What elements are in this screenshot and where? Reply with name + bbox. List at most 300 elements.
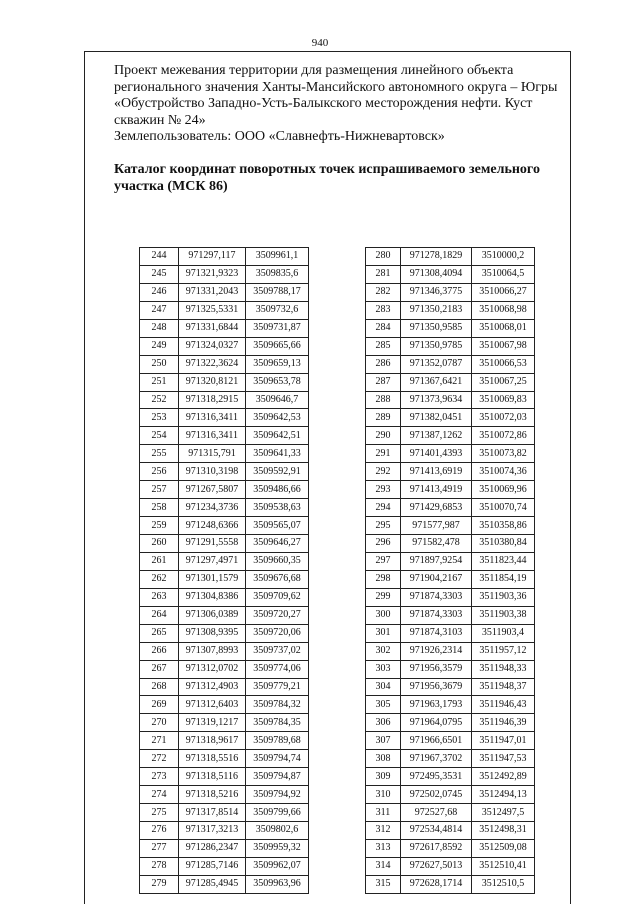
- table-row: [140, 678, 309, 696]
- x-coordinate-cell: 971310,3198: [179, 463, 246, 481]
- y-coordinate-cell: 3510358,86: [472, 517, 535, 535]
- table-row: [366, 714, 535, 732]
- y-coordinate-cell: 3509961,1: [246, 248, 309, 266]
- x-coordinate-cell: 971316,3411: [179, 409, 246, 427]
- y-coordinate-cell: 3510380,84: [472, 535, 535, 553]
- table-row: [366, 391, 535, 409]
- x-coordinate-cell: 971967,3702: [401, 750, 472, 768]
- y-coordinate-cell: 3509660,35: [246, 552, 309, 570]
- y-coordinate-cell: 3509835,6: [246, 265, 309, 283]
- table-row: [140, 570, 309, 588]
- land-user-line: Землепользователь: ООО «Славнефть-Нижневартовск»: [114, 129, 445, 144]
- x-coordinate-cell: 972627,5013: [401, 857, 472, 875]
- point-number-cell: 260: [140, 535, 179, 553]
- point-number-cell: 275: [140, 804, 179, 822]
- table-row: [140, 822, 309, 840]
- x-coordinate-cell: 971321,9323: [179, 265, 246, 283]
- x-coordinate-cell: 971278,1829: [401, 248, 472, 266]
- x-coordinate-cell: 971312,4903: [179, 678, 246, 696]
- y-coordinate-cell: 3512497,5: [472, 804, 535, 822]
- y-coordinate-cell: 3510069,96: [472, 481, 535, 499]
- catalog-title-line: Каталог координат поворотных точек испрашиваемого земельного: [114, 162, 540, 177]
- x-coordinate-cell: 971324,0327: [179, 337, 246, 355]
- y-coordinate-cell: 3512509,08: [472, 839, 535, 857]
- table-row: [366, 481, 535, 499]
- table-row: [366, 804, 535, 822]
- table-row: [140, 463, 309, 481]
- point-number-cell: 313: [366, 839, 401, 857]
- x-coordinate-cell: 971315,791: [179, 445, 246, 463]
- table-row: [366, 822, 535, 840]
- y-coordinate-cell: 3510066,27: [472, 283, 535, 301]
- x-coordinate-cell: 971897,9254: [401, 552, 472, 570]
- x-coordinate-cell: 971874,3303: [401, 588, 472, 606]
- x-coordinate-cell: 971306,0389: [179, 606, 246, 624]
- header-line: скважин № 24»: [114, 112, 206, 128]
- x-coordinate-cell: 971331,6844: [179, 319, 246, 337]
- x-coordinate-cell: 971401,4393: [401, 445, 472, 463]
- table-row: [366, 768, 535, 786]
- y-coordinate-cell: 3509962,07: [246, 857, 309, 875]
- table-row: [366, 678, 535, 696]
- table-row: [366, 283, 535, 301]
- y-coordinate-cell: 3511903,36: [472, 588, 535, 606]
- table-row: [140, 606, 309, 624]
- table-row: [140, 696, 309, 714]
- point-number-cell: 298: [366, 570, 401, 588]
- x-coordinate-cell: 971382,0451: [401, 409, 472, 427]
- point-number-cell: 244: [140, 248, 179, 266]
- catalog-title: [114, 161, 554, 195]
- x-coordinate-cell: 971285,7146: [179, 857, 246, 875]
- table-row: [140, 373, 309, 391]
- y-coordinate-cell: 3510074,36: [472, 463, 535, 481]
- y-coordinate-cell: 3510073,82: [472, 445, 535, 463]
- point-number-cell: 308: [366, 750, 401, 768]
- point-number-cell: 272: [140, 750, 179, 768]
- table-row: [366, 373, 535, 391]
- y-coordinate-cell: 3509642,51: [246, 427, 309, 445]
- table-row: [366, 696, 535, 714]
- x-coordinate-cell: 971367,6421: [401, 373, 472, 391]
- point-number-cell: 291: [366, 445, 401, 463]
- point-number-cell: 282: [366, 283, 401, 301]
- point-number-cell: 269: [140, 696, 179, 714]
- header-line: «Обустройство Западно-Усть-Балыкского месторождения нефти. Куст: [114, 96, 533, 111]
- point-number-cell: 300: [366, 606, 401, 624]
- point-number-cell: 309: [366, 768, 401, 786]
- point-number-cell: 263: [140, 588, 179, 606]
- table-row: [140, 337, 309, 355]
- y-coordinate-cell: 3510068,98: [472, 301, 535, 319]
- y-coordinate-cell: 3511946,43: [472, 696, 535, 714]
- x-coordinate-cell: 971331,2043: [179, 283, 246, 301]
- table-row: [140, 857, 309, 875]
- x-coordinate-cell: 971346,3775: [401, 283, 472, 301]
- point-number-cell: 255: [140, 445, 179, 463]
- point-number-cell: 295: [366, 517, 401, 535]
- x-coordinate-cell: 971874,3103: [401, 624, 472, 642]
- y-coordinate-cell: 3512510,5: [472, 875, 535, 893]
- table-row: [140, 588, 309, 606]
- point-number-cell: 253: [140, 409, 179, 427]
- y-coordinate-cell: 3509794,87: [246, 768, 309, 786]
- x-coordinate-cell: 971320,8121: [179, 373, 246, 391]
- y-coordinate-cell: 3511823,44: [472, 552, 535, 570]
- y-coordinate-cell: 3509794,92: [246, 786, 309, 804]
- table-row: [140, 481, 309, 499]
- point-number-cell: 293: [366, 481, 401, 499]
- table-row: [366, 409, 535, 427]
- point-number-cell: 245: [140, 265, 179, 283]
- table-row: [140, 409, 309, 427]
- point-number-cell: 312: [366, 822, 401, 840]
- table-row: [366, 552, 535, 570]
- table-row: [366, 499, 535, 517]
- x-coordinate-cell: 971413,6919: [401, 463, 472, 481]
- x-coordinate-cell: 971352,0787: [401, 355, 472, 373]
- point-number-cell: 277: [140, 839, 179, 857]
- table-row: [366, 606, 535, 624]
- table-row: [140, 786, 309, 804]
- table-row: [140, 517, 309, 535]
- x-coordinate-cell: 971964,0795: [401, 714, 472, 732]
- y-coordinate-cell: 3511948,33: [472, 660, 535, 678]
- y-coordinate-cell: 3509720,06: [246, 624, 309, 642]
- x-coordinate-cell: 971429,6853: [401, 499, 472, 517]
- y-coordinate-cell: 3509641,33: [246, 445, 309, 463]
- table-row: [366, 337, 535, 355]
- x-coordinate-cell: 971926,2314: [401, 642, 472, 660]
- y-coordinate-cell: 3509565,07: [246, 517, 309, 535]
- x-coordinate-cell: 972527,68: [401, 804, 472, 822]
- point-number-cell: 271: [140, 732, 179, 750]
- table-row: [366, 265, 535, 283]
- point-number-cell: 246: [140, 283, 179, 301]
- y-coordinate-cell: 3509642,53: [246, 409, 309, 427]
- y-coordinate-cell: 3509709,62: [246, 588, 309, 606]
- x-coordinate-cell: 971318,5516: [179, 750, 246, 768]
- y-coordinate-cell: 3511947,01: [472, 732, 535, 750]
- point-number-cell: 288: [366, 391, 401, 409]
- point-number-cell: 259: [140, 517, 179, 535]
- point-number-cell: 311: [366, 804, 401, 822]
- x-coordinate-cell: 971312,0702: [179, 660, 246, 678]
- y-coordinate-cell: 3510070,74: [472, 499, 535, 517]
- point-number-cell: 292: [366, 463, 401, 481]
- point-number-cell: 315: [366, 875, 401, 893]
- x-coordinate-cell: 972617,8592: [401, 839, 472, 857]
- x-coordinate-cell: 971312,6403: [179, 696, 246, 714]
- catalog-title-line: участка (МСК 86): [114, 179, 228, 194]
- y-coordinate-cell: 3509732,6: [246, 301, 309, 319]
- x-coordinate-cell: 971297,4971: [179, 552, 246, 570]
- table-row: [140, 445, 309, 463]
- table-row: [140, 535, 309, 553]
- y-coordinate-cell: 3509486,66: [246, 481, 309, 499]
- point-number-cell: 286: [366, 355, 401, 373]
- x-coordinate-cell: 971963,1793: [401, 696, 472, 714]
- x-coordinate-cell: 971317,8514: [179, 804, 246, 822]
- x-coordinate-cell: 971874,3303: [401, 606, 472, 624]
- table-row: [140, 355, 309, 373]
- point-number-cell: 290: [366, 427, 401, 445]
- point-number-cell: 304: [366, 678, 401, 696]
- table-row: [366, 732, 535, 750]
- table-row: [366, 248, 535, 266]
- table-row: [140, 499, 309, 517]
- table-row: [366, 463, 535, 481]
- point-number-cell: 299: [366, 588, 401, 606]
- table-row: [140, 839, 309, 857]
- x-coordinate-cell: 971904,2167: [401, 570, 472, 588]
- y-coordinate-cell: 3509665,66: [246, 337, 309, 355]
- y-coordinate-cell: 3509676,68: [246, 570, 309, 588]
- x-coordinate-cell: 972502,0745: [401, 786, 472, 804]
- x-coordinate-cell: 971318,2915: [179, 391, 246, 409]
- x-coordinate-cell: 971413,4919: [401, 481, 472, 499]
- x-coordinate-cell: 971966,6501: [401, 732, 472, 750]
- x-coordinate-cell: 971248,6366: [179, 517, 246, 535]
- point-number-cell: 285: [366, 337, 401, 355]
- point-number-cell: 273: [140, 768, 179, 786]
- point-number-cell: 248: [140, 319, 179, 337]
- point-number-cell: 297: [366, 552, 401, 570]
- x-coordinate-cell: 971350,2183: [401, 301, 472, 319]
- table-row: [366, 642, 535, 660]
- point-number-cell: 301: [366, 624, 401, 642]
- x-coordinate-cell: 971319,1217: [179, 714, 246, 732]
- y-coordinate-cell: 3509653,78: [246, 373, 309, 391]
- y-coordinate-cell: 3510067,98: [472, 337, 535, 355]
- y-coordinate-cell: 3510072,03: [472, 409, 535, 427]
- point-number-cell: 270: [140, 714, 179, 732]
- table-row: [366, 570, 535, 588]
- y-coordinate-cell: 3511854,19: [472, 570, 535, 588]
- table-row: [366, 786, 535, 804]
- x-coordinate-cell: 971322,3624: [179, 355, 246, 373]
- x-coordinate-cell: 971350,9585: [401, 319, 472, 337]
- y-coordinate-cell: 3509646,27: [246, 535, 309, 553]
- table-row: [366, 427, 535, 445]
- point-number-cell: 252: [140, 391, 179, 409]
- table-row: [140, 552, 309, 570]
- x-coordinate-cell: 971318,9617: [179, 732, 246, 750]
- y-coordinate-cell: 3509592,91: [246, 463, 309, 481]
- y-coordinate-cell: 3512498,31: [472, 822, 535, 840]
- y-coordinate-cell: 3511947,53: [472, 750, 535, 768]
- table-row: [366, 445, 535, 463]
- table-row: [140, 750, 309, 768]
- point-number-cell: 314: [366, 857, 401, 875]
- point-number-cell: 279: [140, 875, 179, 893]
- page-number: 940: [311, 37, 329, 49]
- y-coordinate-cell: 3509963,96: [246, 875, 309, 893]
- table-row: [140, 732, 309, 750]
- y-coordinate-cell: 3510067,25: [472, 373, 535, 391]
- y-coordinate-cell: 3511948,37: [472, 678, 535, 696]
- table-row: [140, 427, 309, 445]
- y-coordinate-cell: 3509731,87: [246, 319, 309, 337]
- table-row: [140, 642, 309, 660]
- point-number-cell: 251: [140, 373, 179, 391]
- y-coordinate-cell: 3509538,63: [246, 499, 309, 517]
- y-coordinate-cell: 3509737,02: [246, 642, 309, 660]
- x-coordinate-cell: 971308,4094: [401, 265, 472, 283]
- x-coordinate-cell: 971387,1262: [401, 427, 472, 445]
- point-number-cell: 250: [140, 355, 179, 373]
- table-row: [140, 265, 309, 283]
- y-coordinate-cell: 3509779,21: [246, 678, 309, 696]
- point-number-cell: 284: [366, 319, 401, 337]
- point-number-cell: 281: [366, 265, 401, 283]
- y-coordinate-cell: 3511903,4: [472, 624, 535, 642]
- y-coordinate-cell: 3511946,39: [472, 714, 535, 732]
- x-coordinate-cell: 972534,4814: [401, 822, 472, 840]
- point-number-cell: 266: [140, 642, 179, 660]
- x-coordinate-cell: 971285,4945: [179, 875, 246, 893]
- point-number-cell: 265: [140, 624, 179, 642]
- point-number-cell: 262: [140, 570, 179, 588]
- y-coordinate-cell: 3509794,74: [246, 750, 309, 768]
- x-coordinate-cell: 971291,5558: [179, 535, 246, 553]
- y-coordinate-cell: 3509784,32: [246, 696, 309, 714]
- x-coordinate-cell: 971267,5807: [179, 481, 246, 499]
- y-coordinate-cell: 3509784,35: [246, 714, 309, 732]
- point-number-cell: 268: [140, 678, 179, 696]
- table-row: [366, 624, 535, 642]
- table-row: [366, 301, 535, 319]
- table-row: [366, 839, 535, 857]
- point-number-cell: 247: [140, 301, 179, 319]
- x-coordinate-cell: 972495,3531: [401, 768, 472, 786]
- point-number-cell: 256: [140, 463, 179, 481]
- point-number-cell: 307: [366, 732, 401, 750]
- point-number-cell: 267: [140, 660, 179, 678]
- point-number-cell: 294: [366, 499, 401, 517]
- y-coordinate-cell: 3510072,86: [472, 427, 535, 445]
- y-coordinate-cell: 3509646,7: [246, 391, 309, 409]
- point-number-cell: 289: [366, 409, 401, 427]
- table-row: [366, 319, 535, 337]
- table-row: [366, 875, 535, 893]
- table-row: [140, 248, 309, 266]
- x-coordinate-cell: 971956,3579: [401, 660, 472, 678]
- x-coordinate-cell: 971234,3736: [179, 499, 246, 517]
- y-coordinate-cell: 3511957,12: [472, 642, 535, 660]
- x-coordinate-cell: 971301,1579: [179, 570, 246, 588]
- point-number-cell: 261: [140, 552, 179, 570]
- table-row: [366, 517, 535, 535]
- x-coordinate-cell: 971286,2347: [179, 839, 246, 857]
- point-number-cell: 306: [366, 714, 401, 732]
- table-row: [366, 750, 535, 768]
- y-coordinate-cell: 3509959,32: [246, 839, 309, 857]
- x-coordinate-cell: 972628,1714: [401, 875, 472, 893]
- x-coordinate-cell: 971350,9785: [401, 337, 472, 355]
- table-row: [366, 535, 535, 553]
- y-coordinate-cell: 3512494,13: [472, 786, 535, 804]
- x-coordinate-cell: 971307,8993: [179, 642, 246, 660]
- coordinates-table-left: [139, 247, 309, 894]
- table-row: [140, 804, 309, 822]
- x-coordinate-cell: 971318,5116: [179, 768, 246, 786]
- x-coordinate-cell: 971316,3411: [179, 427, 246, 445]
- y-coordinate-cell: 3509774,06: [246, 660, 309, 678]
- point-number-cell: 264: [140, 606, 179, 624]
- x-coordinate-cell: 971577,987: [401, 517, 472, 535]
- table-row: [366, 355, 535, 373]
- point-number-cell: 310: [366, 786, 401, 804]
- table-row: [140, 714, 309, 732]
- table-row: [140, 283, 309, 301]
- point-number-cell: 249: [140, 337, 179, 355]
- header-line: регионального значения Ханты-Мансийского автономного округа – Югры: [114, 79, 558, 95]
- point-number-cell: 280: [366, 248, 401, 266]
- y-coordinate-cell: 3509788,17: [246, 283, 309, 301]
- table-row: [366, 857, 535, 875]
- y-coordinate-cell: 3509799,66: [246, 804, 309, 822]
- y-coordinate-cell: 3509789,68: [246, 732, 309, 750]
- y-coordinate-cell: 3510069,83: [472, 391, 535, 409]
- point-number-cell: 276: [140, 822, 179, 840]
- point-number-cell: 287: [366, 373, 401, 391]
- header-line: Проект межевания территории для размещения линейного объекта: [114, 63, 514, 78]
- x-coordinate-cell: 971582,478: [401, 535, 472, 553]
- point-number-cell: 305: [366, 696, 401, 714]
- project-header: [114, 63, 558, 146]
- table-row: [366, 660, 535, 678]
- y-coordinate-cell: 3510064,5: [472, 265, 535, 283]
- x-coordinate-cell: 971297,117: [179, 248, 246, 266]
- y-coordinate-cell: 3510068,01: [472, 319, 535, 337]
- y-coordinate-cell: 3509659,13: [246, 355, 309, 373]
- y-coordinate-cell: 3509802,6: [246, 822, 309, 840]
- y-coordinate-cell: 3512510,41: [472, 857, 535, 875]
- table-row: [140, 660, 309, 678]
- x-coordinate-cell: 971308,9395: [179, 624, 246, 642]
- x-coordinate-cell: 971304,8386: [179, 588, 246, 606]
- y-coordinate-cell: 3511903,38: [472, 606, 535, 624]
- y-coordinate-cell: 3512492,89: [472, 768, 535, 786]
- table-row: [140, 768, 309, 786]
- table-row: [140, 391, 309, 409]
- table-row: [140, 624, 309, 642]
- point-number-cell: 283: [366, 301, 401, 319]
- point-number-cell: 302: [366, 642, 401, 660]
- table-row: [366, 588, 535, 606]
- x-coordinate-cell: 971318,5216: [179, 786, 246, 804]
- table-row: [140, 301, 309, 319]
- point-number-cell: 274: [140, 786, 179, 804]
- x-coordinate-cell: 971317,3213: [179, 822, 246, 840]
- coordinates-table-right: [365, 247, 535, 894]
- point-number-cell: 303: [366, 660, 401, 678]
- point-number-cell: 258: [140, 499, 179, 517]
- point-number-cell: 278: [140, 857, 179, 875]
- x-coordinate-cell: 971373,9634: [401, 391, 472, 409]
- point-number-cell: 257: [140, 481, 179, 499]
- y-coordinate-cell: 3510066,53: [472, 355, 535, 373]
- y-coordinate-cell: 3509720,27: [246, 606, 309, 624]
- table-row: [140, 319, 309, 337]
- table-row: [140, 875, 309, 893]
- point-number-cell: 254: [140, 427, 179, 445]
- y-coordinate-cell: 3510000,2: [472, 248, 535, 266]
- x-coordinate-cell: 971956,3679: [401, 678, 472, 696]
- x-coordinate-cell: 971325,5331: [179, 301, 246, 319]
- point-number-cell: 296: [366, 535, 401, 553]
